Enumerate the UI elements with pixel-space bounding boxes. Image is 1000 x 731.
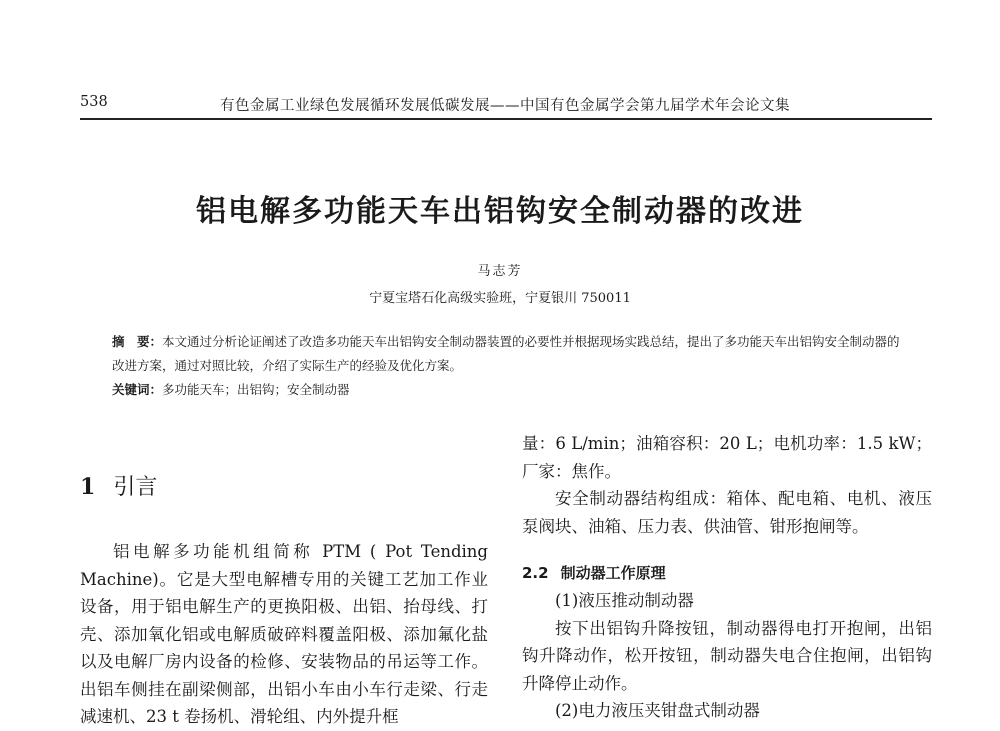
- section-1-title: 引言: [113, 475, 158, 500]
- running-title: 有色金属工业绿色发展循环发展低碳发展——中国有色金属学会第九届学术年会论文集: [220, 98, 790, 114]
- left-column: [80, 538, 488, 731]
- section-1-heading: [80, 470, 157, 501]
- structure-paragraph: 安全制动器结构组成：箱体、配电箱、电机、液压泵阀块、油箱、压力表、供油管、钳形抱闸等。: [522, 489, 932, 536]
- abstract-block: [112, 330, 902, 402]
- item-1-title: (1)液压推动制动器: [555, 591, 694, 610]
- intro-paragraph: 铝电解多功能机组简称 PTM ( Pot Tending Machine)。它是大型电解槽专用的关键工艺加工作业设备，用于铝电解生产的更换阳极、出铝、抬母线、打壳、添加氧化铝或电解质破碎料覆盖阳极、添加氟化盐以及电解厂房内设备的检修、安装物品的吊运等工作。出铝车侧挂在副梁侧部，出铝小车由小车行走梁、行走减速机、23 t 卷扬机、滑轮组、内外提升框: [80, 542, 488, 726]
- subsection-2-2-heading: [522, 560, 932, 587]
- keywords-text: 多功能天车；出铝钩；安全制动器: [162, 382, 350, 397]
- abstract-text: 本文通过分析论证阐述了改造多功能天车出铝钩安全制动器装置的必要性并根据现场实践总结，提出了多功能天车出铝钩安全制动器的改进方案，通过对照比较，介绍了实际生产的经验及优化方案。: [112, 334, 900, 373]
- section-1-number: 1: [80, 474, 96, 500]
- author-affiliation: 宁夏宝塔石化高级实验班，宁夏银川 750011: [369, 291, 631, 306]
- item-2-title: (2)电力液压夹钳盘式制动器: [555, 701, 760, 720]
- keywords-label: 关键词：: [112, 382, 163, 397]
- item-1-text: 按下出铝钩升降按钮，制动器得电打开抱闸，出铝钩升降动作，松开按钮，制动器失电合住抱闸，出铝钩升降停止动作。: [522, 618, 932, 693]
- abstract-label: 摘 要：: [112, 334, 163, 349]
- right-column: [522, 430, 932, 725]
- paper-title: 铝电解多功能天车出铝钩安全制动器的改进: [196, 194, 804, 229]
- page-number: 538: [80, 94, 108, 110]
- keywords-paragraph: [112, 378, 902, 402]
- header-rule: [80, 118, 932, 120]
- spec-continuation: 量：6 L/min；油箱容积：20 L；电机功率：1.5 kW；厂家：焦作。: [522, 434, 932, 481]
- subsection-title: 制动器工作原理: [560, 564, 666, 582]
- abstract-paragraph: [112, 330, 902, 378]
- running-header: [80, 92, 932, 116]
- subsection-number: 2.2: [522, 564, 549, 582]
- author-name: 马志芳: [477, 264, 523, 279]
